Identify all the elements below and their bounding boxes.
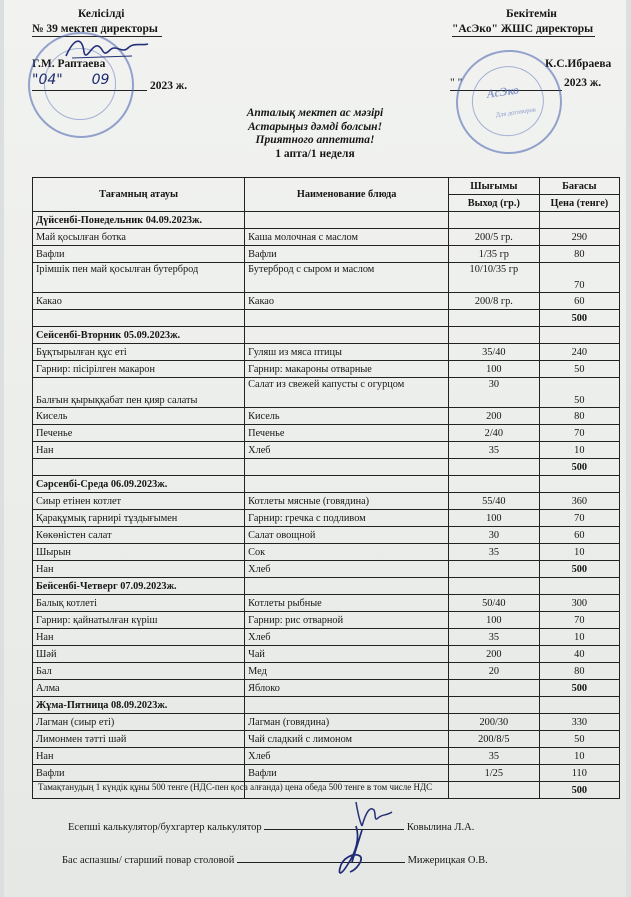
- accountant-name: Ковылина Л.А.: [406, 822, 475, 833]
- dish-name-kz: Балық котлеті: [33, 595, 245, 612]
- right-date-day: " ": [450, 77, 463, 89]
- chef-label: Бас аспазшы/ старший повар столовой: [62, 855, 235, 866]
- agreed-label: Келісілді: [78, 8, 125, 20]
- dish-name-kz: Шәй: [33, 646, 245, 663]
- day-title: Сәрсенбі-Среда 06.09.2023ж.: [33, 476, 245, 493]
- dish-name-kz: Балғын қырыққабат пен қияр салаты: [33, 378, 245, 408]
- dish-price: 500: [539, 561, 619, 578]
- dish-yield: [449, 561, 540, 578]
- dish-price: 110: [539, 765, 619, 782]
- table-row: [33, 731, 620, 748]
- table-row: [33, 378, 620, 408]
- dish-name-ru: Сок: [245, 544, 449, 561]
- right-date-year: 2023 ж.: [564, 77, 602, 89]
- dish-price: 500: [539, 680, 619, 697]
- dish-yield: 50/40: [449, 595, 540, 612]
- table-row: [33, 493, 620, 510]
- day-total: 500: [539, 782, 619, 799]
- dish-yield: 100: [449, 510, 540, 527]
- dish-name-kz: Шырын: [33, 544, 245, 561]
- dish-name-kz: Қарақұмық гарнирі тұздығымен: [33, 510, 245, 527]
- day-header-row: [33, 578, 620, 595]
- dish-name-kz: Май қосылған ботка: [33, 229, 245, 246]
- day-title: Жұма-Пятница 08.09.2023ж.: [33, 697, 245, 714]
- dish-name-kz: Лагман (сиыр еті): [33, 714, 245, 731]
- dish-name-kz: Нан: [33, 442, 245, 459]
- dish-price: 10: [539, 544, 619, 561]
- dish-yield: 30: [449, 378, 540, 408]
- col-header-yield-kz: Шығымы: [449, 178, 540, 195]
- dish-name-kz: Нан: [33, 748, 245, 765]
- right-seal-sub: Для договоров: [495, 106, 537, 119]
- table-row: [33, 408, 620, 425]
- dish-yield: 100: [449, 361, 540, 378]
- table-row: [33, 561, 620, 578]
- dish-name-ru: Каша молочная с маслом: [245, 229, 449, 246]
- dish-name-kz: Нан: [33, 561, 245, 578]
- table-row: [33, 229, 620, 246]
- table-row: [33, 344, 620, 361]
- dish-name-ru: Бутерброд с сыром и маслом: [245, 263, 449, 293]
- dish-price: 360: [539, 493, 619, 510]
- dish-yield: 200/5 гр.: [449, 229, 540, 246]
- empty-cell: [449, 782, 540, 799]
- col-header-price-ru: Цена (тенге): [539, 195, 619, 212]
- empty-cell: [539, 327, 619, 344]
- table-row: [33, 293, 620, 310]
- col-header-yield-ru: Выход (гр.): [449, 195, 540, 212]
- dish-yield: 200/30: [449, 714, 540, 731]
- empty-cell: [539, 476, 619, 493]
- day-header-row: [33, 212, 620, 229]
- dish-price: 330: [539, 714, 619, 731]
- col-header-price-kz: Бағасы: [539, 178, 619, 195]
- day-total: 500: [539, 310, 619, 327]
- day-total-row: [33, 310, 620, 327]
- dish-name-kz: Гарнир: қайнатылған күріш: [33, 612, 245, 629]
- dish-price: 40: [539, 646, 619, 663]
- dish-yield: 2/40: [449, 425, 540, 442]
- signature-line-chef: [62, 852, 488, 866]
- dish-price: 50: [539, 731, 619, 748]
- dish-yield: 35: [449, 442, 540, 459]
- dish-yield: [449, 680, 540, 697]
- dish-yield: 100: [449, 612, 540, 629]
- dish-price: 240: [539, 344, 619, 361]
- table-row: [33, 425, 620, 442]
- dish-price: 70: [539, 612, 619, 629]
- right-seal-label: АсЭко: [485, 82, 520, 101]
- dish-name-ru: Хлеб: [245, 629, 449, 646]
- dish-name-ru: Вафли: [245, 246, 449, 263]
- menu-table: [32, 177, 620, 799]
- day-total: 500: [539, 459, 619, 476]
- empty-cell: [539, 578, 619, 595]
- table-row: [33, 612, 620, 629]
- dish-yield: 35: [449, 748, 540, 765]
- dish-yield: 30: [449, 527, 540, 544]
- right-position: "АсЭко" ЖШС директоры: [452, 23, 594, 35]
- table-row: [33, 680, 620, 697]
- menu-table-body: [33, 212, 620, 799]
- table-row: [33, 361, 620, 378]
- table-row: [33, 544, 620, 561]
- dish-name-ru: Лагман (говядина): [245, 714, 449, 731]
- price-note: Тамақтанудың 1 күндік құны 500 тенге (НДС-пен қоса алғанда) цена обеда 500 тенге в том числе НДС: [38, 782, 433, 792]
- dish-yield: 200: [449, 646, 540, 663]
- table-row: [33, 629, 620, 646]
- dish-price: 80: [539, 663, 619, 680]
- dish-price: 50: [539, 378, 619, 408]
- dish-name-kz: Ірімшік пен май қосылған бутерброд: [33, 263, 245, 293]
- title-line-1: Апталық мектеп ас мәзірі: [246, 107, 384, 119]
- left-date-month: 09: [91, 72, 110, 88]
- col-header-name-ru: Наименование блюда: [245, 178, 449, 212]
- empty-cell: [245, 578, 449, 595]
- dish-price: 80: [539, 408, 619, 425]
- dish-name-kz: Вафли: [33, 765, 245, 782]
- dish-name-ru: Чай: [245, 646, 449, 663]
- dish-price: 70: [539, 510, 619, 527]
- empty-cell: [33, 310, 245, 327]
- table-row: [33, 748, 620, 765]
- left-date-day: "04": [32, 72, 63, 88]
- day-title: Сейсенбі-Вторник 05.09.2023ж.: [33, 327, 245, 344]
- dish-name-ru: Салат овощной: [245, 527, 449, 544]
- dish-name-kz: Печенье: [33, 425, 245, 442]
- dish-price: 290: [539, 229, 619, 246]
- dish-price: 50: [539, 361, 619, 378]
- dish-name-kz: Бал: [33, 663, 245, 680]
- dish-name-ru: Салат из свежей капусты с огурцом: [245, 378, 449, 408]
- dish-yield: 10/10/35 гр: [449, 263, 540, 293]
- dish-yield: 200/8/5: [449, 731, 540, 748]
- dish-yield: 1/25: [449, 765, 540, 782]
- empty-cell: [245, 327, 449, 344]
- dish-yield: 35: [449, 544, 540, 561]
- dish-name-kz: Вафли: [33, 246, 245, 263]
- dish-price: 70: [539, 263, 619, 293]
- empty-cell: [245, 459, 449, 476]
- dish-yield: 20: [449, 663, 540, 680]
- right-name: К.С.Ибраева: [545, 58, 612, 70]
- title-line-3: Приятного аппетита!: [255, 134, 375, 146]
- dish-name-ru: Гарнир: гречка с подливом: [245, 510, 449, 527]
- day-header-row: [33, 476, 620, 493]
- dish-yield: 35: [449, 629, 540, 646]
- empty-cell: [449, 476, 540, 493]
- dish-name-ru: Мед: [245, 663, 449, 680]
- table-row: [33, 663, 620, 680]
- table-row: [33, 714, 620, 731]
- dish-name-kz: Лимонмен тәтті шәй: [33, 731, 245, 748]
- empty-cell: [449, 212, 540, 229]
- chef-name: Мижерицкая О.В.: [407, 855, 488, 866]
- empty-cell: [33, 459, 245, 476]
- left-date-year: 2023 ж.: [150, 80, 188, 92]
- accountant-label: Есепші калькулятор/бухгартер калькулятор: [68, 822, 262, 833]
- left-position: № 39 мектеп директоры: [32, 23, 162, 37]
- dish-name-ru: Гарнир: рис отварной: [245, 612, 449, 629]
- dish-price: 70: [539, 425, 619, 442]
- table-row: [33, 595, 620, 612]
- empty-cell: [245, 310, 449, 327]
- dish-price: 60: [539, 293, 619, 310]
- empty-cell: [245, 476, 449, 493]
- col-header-name-kz: Тағамның атауы: [33, 178, 245, 212]
- dish-name-ru: Гарнир: макароны отварные: [245, 361, 449, 378]
- document-sheet: [4, 0, 626, 897]
- dish-name-ru: Хлеб: [245, 561, 449, 578]
- dish-price: 10: [539, 442, 619, 459]
- dish-name-kz: Какао: [33, 293, 245, 310]
- left-signature: [62, 32, 152, 66]
- empty-cell: [245, 697, 449, 714]
- table-header-row: [33, 178, 620, 195]
- dish-name-ru: Котлеты мясные (говядина): [245, 493, 449, 510]
- dish-yield: 200: [449, 408, 540, 425]
- dish-name-ru: Хлеб: [245, 748, 449, 765]
- day-title: Дүйсенбі-Понедельник 04.09.2023ж.: [33, 212, 245, 229]
- table-row: [33, 442, 620, 459]
- day-header-row: [33, 327, 620, 344]
- table-row: [33, 646, 620, 663]
- table-row: [33, 263, 620, 293]
- dish-name-kz: Нан: [33, 629, 245, 646]
- table-row: [33, 510, 620, 527]
- dish-yield: 200/8 гр.: [449, 293, 540, 310]
- dish-yield: 55/40: [449, 493, 540, 510]
- title-line-4: 1 апта/1 неделя: [275, 147, 355, 160]
- dish-name-kz: Алма: [33, 680, 245, 697]
- dish-price: 10: [539, 629, 619, 646]
- dish-yield: 1/35 гр: [449, 246, 540, 263]
- dish-name-kz: Көкөністен салат: [33, 527, 245, 544]
- empty-cell: [539, 212, 619, 229]
- chef-signature: [326, 822, 386, 882]
- dish-name-ru: Котлеты рыбные: [245, 595, 449, 612]
- dish-name-kz: Гарнир: пісірілген макарон: [33, 361, 245, 378]
- dish-name-ru: Яблоко: [245, 680, 449, 697]
- table-row: [33, 765, 620, 782]
- dish-price: 300: [539, 595, 619, 612]
- empty-cell: [449, 697, 540, 714]
- dish-name-ru: Вафли: [245, 765, 449, 782]
- day-header-row: [33, 697, 620, 714]
- dish-name-kz: Бұқтырылған құс еті: [33, 344, 245, 361]
- day-title: Бейсенбі-Четверг 07.09.2023ж.: [33, 578, 245, 595]
- day-total-row: [33, 459, 620, 476]
- dish-price: 80: [539, 246, 619, 263]
- dish-price: 60: [539, 527, 619, 544]
- signature-line-accountant: [68, 819, 474, 833]
- dish-name-ru: Печенье: [245, 425, 449, 442]
- left-name: Г.М. Раптаева: [32, 58, 106, 70]
- approved-label: Бекітемін: [506, 8, 557, 20]
- menu-title: [4, 107, 626, 161]
- dish-name-ru: Хлеб: [245, 442, 449, 459]
- empty-cell: [449, 310, 540, 327]
- empty-cell: [449, 578, 540, 595]
- dish-name-ru: Чай сладкий с лимоном: [245, 731, 449, 748]
- dish-name-kz: Кисель: [33, 408, 245, 425]
- empty-cell: [449, 459, 540, 476]
- dish-yield: 35/40: [449, 344, 540, 361]
- table-row: [33, 527, 620, 544]
- dish-price: 10: [539, 748, 619, 765]
- title-line-2: Астарыңыз дәмді болсын!: [247, 120, 383, 133]
- empty-cell: [539, 697, 619, 714]
- dish-name-ru: Гуляш из мяса птицы: [245, 344, 449, 361]
- dish-name-kz: Сиыр етінен котлет: [33, 493, 245, 510]
- empty-cell: [245, 212, 449, 229]
- dish-name-ru: Какао: [245, 293, 449, 310]
- empty-cell: [449, 327, 540, 344]
- dish-name-ru: Кисель: [245, 408, 449, 425]
- table-row: [33, 246, 620, 263]
